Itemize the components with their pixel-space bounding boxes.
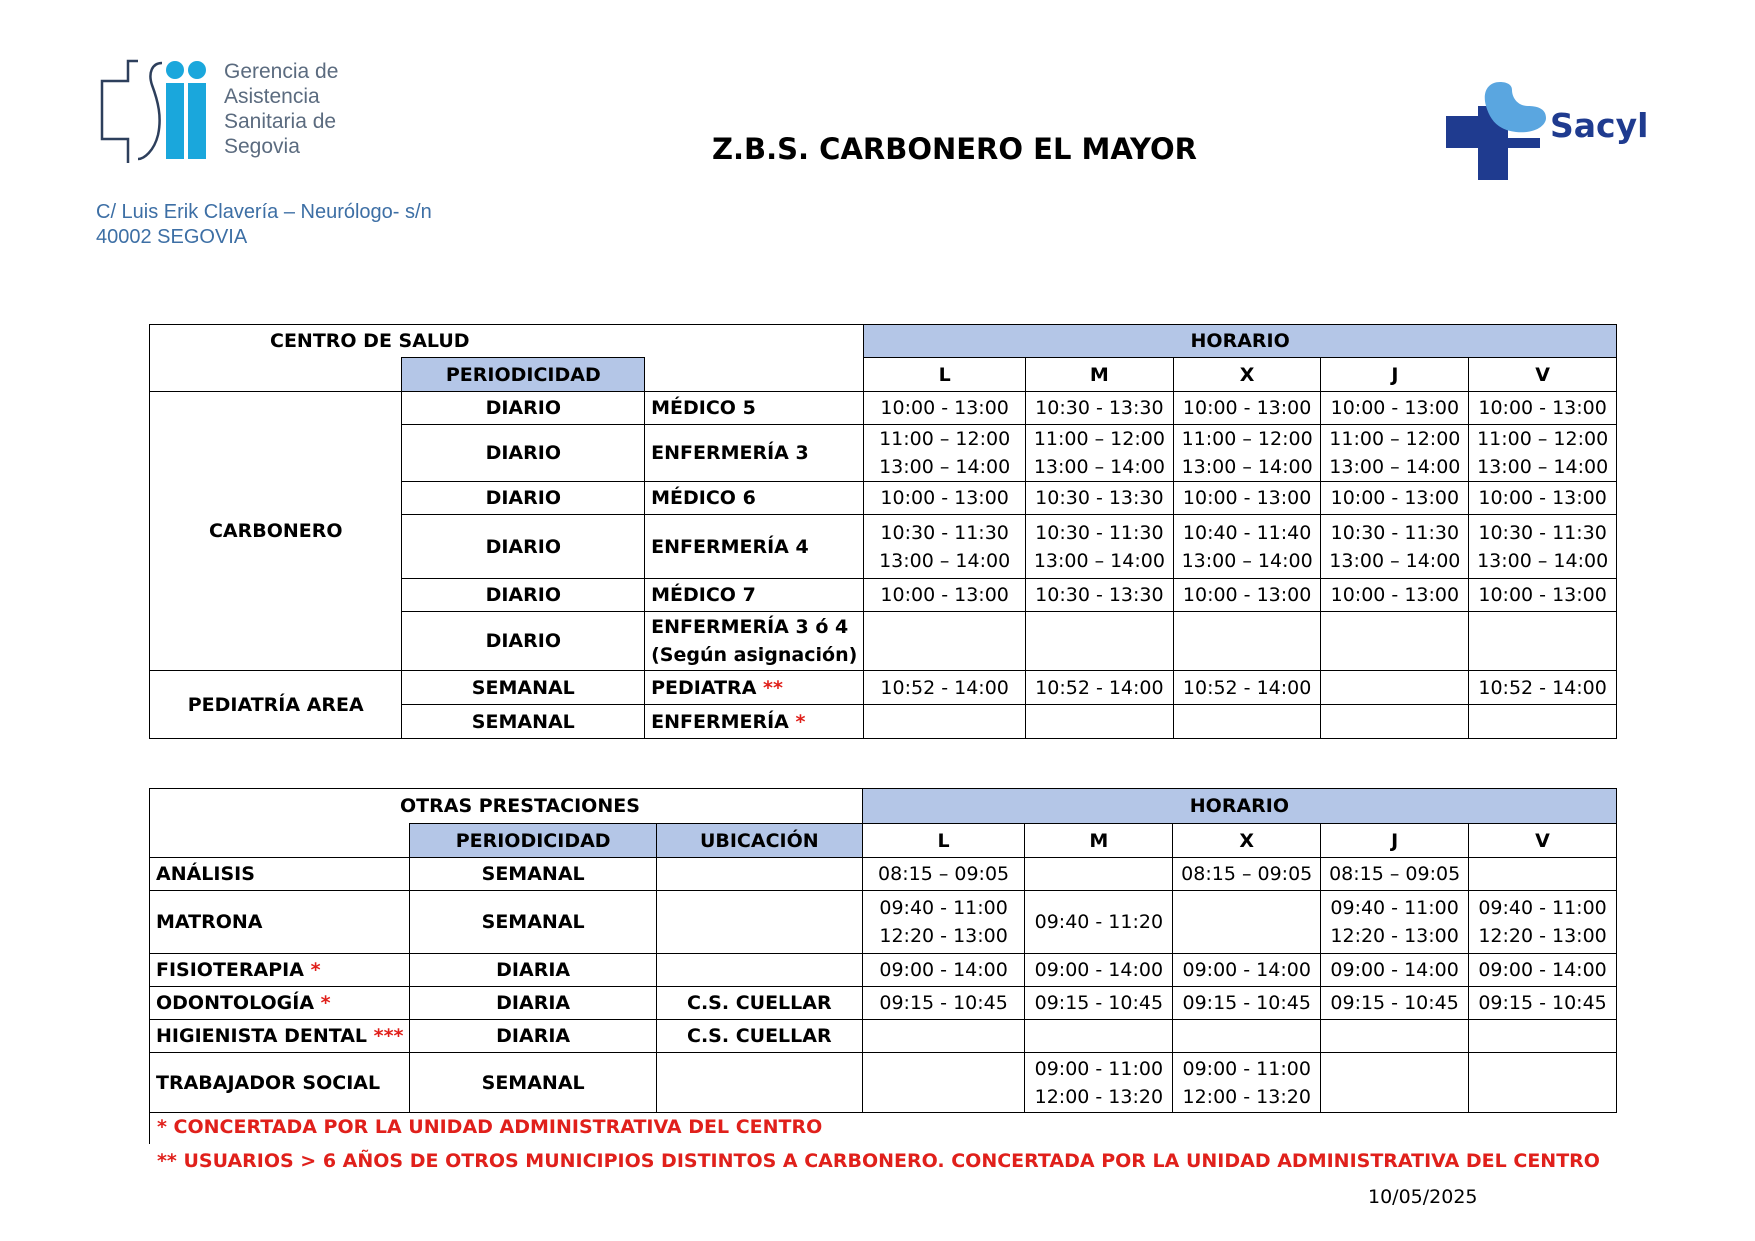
hours-range: 12:20 - 13:00	[1478, 925, 1607, 947]
hours-cell	[1026, 671, 1174, 705]
periodicidad-cell: DIARIO	[402, 392, 645, 425]
service-name: ODONTOLOGÍA	[156, 992, 315, 1014]
hours-cell	[1321, 891, 1469, 954]
hours-cell	[1321, 425, 1469, 482]
hours-cell	[862, 1053, 1025, 1113]
hours-cell	[1025, 954, 1173, 987]
hours-range: 09:00 - 14:00	[1182, 959, 1311, 981]
periodicidad-cell: SEMANAL	[410, 891, 656, 954]
hours-cell	[862, 987, 1025, 1020]
hours-cell	[1469, 515, 1617, 579]
hours-cell	[1469, 858, 1617, 891]
hours-range: 09:15 - 10:45	[1182, 992, 1311, 1014]
hours-cell	[1026, 515, 1174, 579]
empty-cell	[645, 358, 864, 392]
day-header: X	[1173, 824, 1321, 858]
service-cell	[645, 705, 864, 739]
service-name: ANÁLISIS	[156, 863, 255, 885]
gerencia-name: Gerencia de Asistencia Sanitaria de Segovia	[224, 60, 339, 158]
hours-range: 10:00 - 13:00	[1330, 397, 1460, 419]
service-cell	[150, 891, 410, 954]
ubicacion-cell	[656, 1053, 862, 1113]
periodicidad-cell: DIARIO	[402, 482, 645, 515]
hours-range: 13:00 – 14:00	[1181, 549, 1313, 572]
ubicacion-cell	[656, 858, 862, 891]
hours-cell	[1469, 954, 1617, 987]
day-header: V	[1469, 358, 1617, 392]
hours-range: 10:00 - 13:00	[1330, 584, 1460, 606]
hours-range: 09:00 - 14:00	[879, 959, 1008, 981]
hours-cell	[862, 1020, 1025, 1053]
hours-cell	[1173, 1020, 1321, 1053]
hours-range: 10:00 - 13:00	[880, 397, 1009, 419]
hours-cell	[864, 425, 1026, 482]
hours-cell	[1469, 705, 1617, 739]
footnote: * CONCERTADA POR LA UNIDAD ADMINISTRATIVA DEL CENTRO	[157, 1116, 823, 1138]
hours-cell	[1026, 392, 1174, 425]
hours-range: 08:15 – 09:05	[1329, 863, 1461, 885]
hours-range: 11:00 – 12:00	[879, 428, 1011, 450]
hours-range: 10:52 - 14:00	[1035, 676, 1164, 699]
service-cell	[150, 858, 410, 891]
service-cell	[150, 1020, 410, 1053]
hours-cell	[862, 858, 1025, 891]
hours-cell	[1321, 612, 1469, 671]
ubicacion-cell: C.S. CUELLAR	[656, 987, 862, 1020]
hours-range: 10:52 - 14:00	[880, 676, 1009, 699]
hours-cell	[1173, 891, 1321, 954]
hours-range: 10:30 - 13:30	[1035, 397, 1164, 419]
hours-cell	[1469, 1053, 1617, 1113]
service-cell	[645, 392, 864, 425]
hours-cell	[1321, 858, 1469, 891]
periodicidad-cell: DIARIO	[402, 579, 645, 612]
hours-range: 13:00 – 14:00	[879, 549, 1011, 572]
ubicacion-cell: C.S. CUELLAR	[656, 1020, 862, 1053]
hours-cell	[1469, 482, 1617, 515]
hours-cell	[1173, 1053, 1321, 1113]
periodicidad-header: PERIODICIDAD	[410, 824, 656, 858]
day-header: L	[864, 358, 1026, 392]
section-title: OTRAS PRESTACIONES	[150, 789, 863, 824]
hours-range: 13:00 – 14:00	[879, 456, 1011, 478]
hours-cell	[1173, 705, 1321, 739]
hours-cell	[1173, 515, 1321, 579]
hours-range: 10:00 - 13:00	[880, 584, 1009, 606]
hours-range: 09:40 - 11:20	[1034, 911, 1164, 933]
hours-cell	[1025, 1053, 1173, 1113]
hours-cell	[1025, 987, 1173, 1020]
day-header: M	[1025, 824, 1173, 858]
hours-cell	[1173, 671, 1321, 705]
hours-range: 13:00 – 14:00	[1329, 456, 1461, 478]
footnotes	[149, 1110, 1600, 1178]
hours-range: 10:00 - 13:00	[1182, 584, 1312, 606]
sacyl-cross-icon	[1442, 76, 1552, 180]
sacyl-brand: Sacyl	[1550, 106, 1649, 145]
footnote-mark: *	[320, 992, 331, 1014]
hours-cell	[1025, 1020, 1173, 1053]
sacyl-logo	[1442, 76, 1672, 180]
hours-cell	[1321, 987, 1469, 1020]
service-name: HIGIENISTA DENTAL	[156, 1025, 368, 1047]
service-name: FISIOTERAPIA	[156, 959, 304, 981]
service-name: MÉDICO 7	[651, 584, 756, 606]
hours-range: 10:30 - 11:30	[1035, 521, 1164, 544]
hours-cell	[1173, 987, 1321, 1020]
gerencia-logo	[100, 55, 420, 175]
service-name: TRABAJADOR SOCIAL	[156, 1071, 381, 1094]
service-cell	[150, 954, 410, 987]
service-name: MÉDICO 6	[651, 487, 756, 509]
ubicacion-cell	[656, 891, 862, 954]
periodicidad-cell: DIARIO	[402, 515, 645, 579]
otras-prestaciones-body	[150, 858, 1617, 1113]
gerencia-emblem-icon	[100, 55, 220, 165]
ubicacion-cell	[656, 954, 862, 987]
service-cell	[645, 612, 864, 671]
service-name: ENFERMERÍA 3 ó 4	[651, 616, 849, 638]
hours-range: 12:00 - 13:20	[1034, 1085, 1164, 1108]
hours-cell	[1469, 671, 1617, 705]
service-name: PEDIATRA	[651, 676, 757, 699]
hours-cell	[1469, 891, 1617, 954]
page-title: Z.B.S. CARBONERO EL MAYOR	[712, 132, 1197, 166]
hours-range: 09:00 - 14:00	[1478, 959, 1607, 981]
hours-cell	[864, 392, 1026, 425]
service-name: MATRONA	[156, 911, 263, 933]
hours-range: 10:40 - 11:40	[1182, 521, 1312, 544]
periodicidad-cell: DIARIA	[410, 987, 656, 1020]
hours-cell	[1469, 1020, 1617, 1053]
hours-cell	[1026, 482, 1174, 515]
hours-cell	[1321, 671, 1469, 705]
hours-cell	[864, 612, 1026, 671]
day-header: V	[1469, 824, 1617, 858]
periodicidad-cell: DIARIA	[410, 954, 656, 987]
day-header: J	[1321, 358, 1469, 392]
service-cell	[645, 425, 864, 482]
hours-cell	[1026, 579, 1174, 612]
hours-range: 09:15 - 10:45	[1330, 992, 1459, 1014]
table-row	[150, 671, 1617, 705]
document-date: 10/05/2025	[1368, 1186, 1478, 1208]
hours-range: 09:40 - 11:00	[879, 897, 1008, 919]
service-cell	[150, 1053, 410, 1113]
hours-cell	[1469, 392, 1617, 425]
hours-cell	[1173, 858, 1321, 891]
hours-range: 09:00 - 14:00	[1034, 959, 1164, 981]
periodicidad-cell: SEMANAL	[402, 705, 645, 739]
hours-cell	[864, 671, 1026, 705]
footnote-mark: **	[763, 676, 783, 699]
hours-range: 10:30 - 13:30	[1035, 584, 1164, 606]
hours-cell	[1321, 392, 1469, 425]
service-name: MÉDICO 5	[651, 397, 756, 419]
day-header: L	[862, 824, 1025, 858]
hours-range: 10:52 - 14:00	[1478, 676, 1607, 699]
periodicidad-cell: DIARIO	[402, 612, 645, 671]
hours-cell	[1025, 858, 1173, 891]
hours-cell	[1469, 579, 1617, 612]
hours-range: 09:15 - 10:45	[879, 992, 1008, 1014]
hours-cell	[1469, 425, 1617, 482]
centro-salud-table	[149, 324, 1617, 739]
day-header: X	[1173, 358, 1321, 392]
horario-header: HORARIO	[862, 789, 1616, 824]
service-note: (Según asignación)	[651, 644, 858, 666]
day-header: M	[1026, 358, 1174, 392]
table-row	[150, 1020, 1617, 1053]
hours-cell	[864, 579, 1026, 612]
hours-cell	[1321, 1020, 1469, 1053]
table-row	[150, 987, 1617, 1020]
hours-range: 10:52 - 14:00	[1182, 676, 1312, 699]
hours-range: 13:00 – 14:00	[1477, 456, 1609, 478]
hours-cell	[862, 891, 1025, 954]
footnote-mark: *	[795, 710, 806, 733]
hours-range: 09:40 - 11:00	[1478, 897, 1607, 919]
hours-cell	[1025, 891, 1173, 954]
hours-cell	[1321, 1053, 1469, 1113]
hours-range: 12:00 - 13:20	[1182, 1085, 1311, 1108]
hours-range: 11:00 – 12:00	[1477, 428, 1609, 450]
hours-range: 12:20 - 13:00	[1330, 925, 1459, 947]
hours-cell	[1321, 705, 1469, 739]
table-row	[150, 858, 1617, 891]
hours-range: 10:00 - 13:00	[1478, 397, 1607, 419]
hours-cell	[1173, 579, 1321, 612]
hours-range: 10:00 - 13:00	[1182, 397, 1312, 419]
service-cell	[645, 515, 864, 579]
table-row	[150, 954, 1617, 987]
hours-range: 08:15 – 09:05	[878, 863, 1010, 885]
hours-range: 10:30 - 11:30	[880, 521, 1009, 544]
hours-range: 10:00 - 13:00	[1182, 487, 1312, 509]
service-name: ENFERMERÍA 3	[651, 442, 809, 464]
hours-range: 10:30 - 11:30	[1478, 521, 1607, 544]
hours-cell	[1173, 612, 1321, 671]
hours-cell	[1173, 392, 1321, 425]
service-name: ENFERMERÍA 4	[651, 535, 809, 558]
day-header: J	[1321, 824, 1469, 858]
hours-cell	[1469, 612, 1617, 671]
periodicidad-cell: SEMANAL	[402, 671, 645, 705]
hours-range: 09:00 - 14:00	[1330, 959, 1459, 981]
hours-cell	[1026, 705, 1174, 739]
hours-cell	[1026, 425, 1174, 482]
hours-range: 10:30 - 13:30	[1035, 487, 1164, 509]
hours-range: 09:00 - 11:00	[1182, 1057, 1311, 1080]
hours-cell	[864, 705, 1026, 739]
centro-salud-body	[150, 392, 1617, 739]
hours-range: 11:00 – 12:00	[1033, 428, 1165, 450]
footnote-mark: ***	[373, 1025, 404, 1047]
hours-cell	[1173, 482, 1321, 515]
periodicidad-cell: DIARIO	[402, 425, 645, 482]
periodicidad-cell: DIARIA	[410, 1020, 656, 1053]
hours-range: 10:00 - 13:00	[1330, 487, 1460, 509]
service-cell	[645, 482, 864, 515]
hours-cell	[1173, 425, 1321, 482]
hours-range: 11:00 – 12:00	[1329, 428, 1461, 450]
hours-range: 09:40 - 11:00	[1330, 897, 1459, 919]
periodicidad-cell: SEMANAL	[410, 858, 656, 891]
group-name: PEDIATRÍA AREA	[150, 671, 402, 739]
hours-range: 08:15 – 09:05	[1181, 863, 1313, 885]
horario-header: HORARIO	[864, 325, 1617, 358]
hours-cell	[1469, 987, 1617, 1020]
hours-range: 09:00 - 11:00	[1034, 1057, 1164, 1080]
hours-range: 12:20 - 13:00	[879, 925, 1008, 947]
service-cell	[645, 671, 864, 705]
hours-range: 11:00 – 12:00	[1181, 428, 1313, 450]
group-name: CARBONERO	[150, 392, 402, 671]
hours-range: 10:00 - 13:00	[1478, 487, 1607, 509]
hours-cell	[864, 482, 1026, 515]
footnote-mark: *	[310, 959, 321, 981]
hours-range: 10:00 - 13:00	[1478, 584, 1607, 606]
hours-range: 13:00 – 14:00	[1181, 456, 1313, 478]
periodicidad-header: PERIODICIDAD	[402, 358, 645, 392]
hours-cell	[864, 515, 1026, 579]
hours-range: 10:30 - 11:30	[1330, 521, 1460, 544]
hours-range: 13:00 – 14:00	[1477, 549, 1609, 572]
empty-cell	[150, 824, 410, 858]
hours-cell	[1321, 579, 1469, 612]
service-name: ENFERMERÍA	[651, 710, 789, 733]
hours-range: 10:00 - 13:00	[880, 487, 1009, 509]
hours-range: 13:00 – 14:00	[1329, 549, 1461, 572]
hours-cell	[1026, 612, 1174, 671]
table-row	[150, 891, 1617, 954]
hours-range: 09:15 - 10:45	[1478, 992, 1607, 1014]
hours-cell	[1321, 954, 1469, 987]
periodicidad-cell: SEMANAL	[410, 1053, 656, 1113]
hours-cell	[1173, 954, 1321, 987]
service-cell	[645, 579, 864, 612]
hours-cell	[1321, 482, 1469, 515]
otras-prestaciones-table	[149, 788, 1617, 1113]
address: C/ Luis Erik Clavería – Neurólogo- s/n 40002 SEGOVIA	[96, 201, 432, 248]
ubicacion-header: UBICACIÓN	[656, 824, 862, 858]
footnote: ** USUARIOS > 6 AÑOS DE OTROS MUNICIPIOS DISTINTOS A CARBONERO. CONCERTADA POR LA UNIDAD ADMINISTRATIVA DEL CENTRO	[157, 1150, 1600, 1172]
table-row	[150, 392, 1617, 425]
hours-range: 09:15 - 10:45	[1034, 992, 1164, 1014]
table-row	[150, 1053, 1617, 1113]
service-cell	[150, 987, 410, 1020]
hours-cell	[1321, 515, 1469, 579]
section-title: CENTRO DE SALUD	[150, 325, 864, 358]
empty-cell	[150, 358, 402, 392]
hours-range: 13:00 – 14:00	[1033, 456, 1165, 478]
hours-range: 13:00 – 14:00	[1033, 549, 1165, 572]
hours-cell	[862, 954, 1025, 987]
